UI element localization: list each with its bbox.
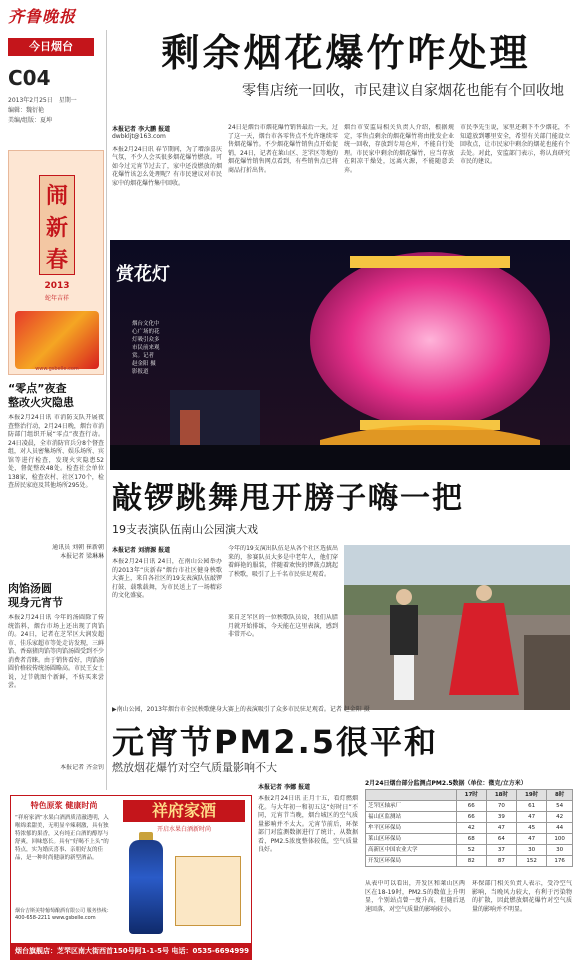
table-row: [366, 812, 573, 823]
festival-sub: 蛇年吉祥: [44, 295, 69, 302]
pm-table-block: [365, 778, 573, 867]
pm-table-header-row: [366, 790, 573, 801]
table-cell: 30: [547, 845, 573, 856]
pm-headline: 元宵节PM2.5很平和: [112, 723, 438, 761]
pm-paragraph: 本报2月24日讯 正月十五，看灯燃烟花。与大年初一和初五这“好时日”不同，元宵节当晚，烟台城区的空气质量影响并不太大。元宵节前后，环保部门对监测数据进行了统计，从数据看，PM2.5浓度整体较低，空气质量良好。: [258, 795, 358, 853]
table-row: [366, 834, 573, 845]
table-cell: 莱山区环保局: [366, 834, 457, 845]
pm-col-1: [258, 782, 358, 965]
pm-byline: 本报记者 李娜 报道: [258, 784, 311, 791]
table-cell: 61: [517, 801, 547, 812]
gift-box-icon: [175, 856, 241, 926]
issue-date: 2013年2月25日 星期一: [8, 97, 77, 104]
ad-dealer: 烟台吉斯美特葡萄酿酒有限公司 服务热线：400-658-2211 www.gsbelle.com: [15, 908, 112, 921]
designer-credit: 美编/组版：夏坤: [8, 117, 53, 124]
table-cell: 87: [486, 856, 516, 867]
pm-table-header: 17时: [456, 790, 486, 801]
side-story-byline: 通讯员 刘朝 崔新朝 本报记者 梁琳琳: [52, 544, 104, 560]
dance-col-1: [112, 545, 222, 678]
lantern-photo: [110, 240, 570, 470]
table-cell: 54: [547, 801, 573, 812]
dance-subheadline: 19支表演队伍南山公园演大戏: [112, 523, 258, 536]
table-cell: 66: [456, 801, 486, 812]
table-cell: 45: [517, 823, 547, 834]
page-meta: [8, 96, 104, 126]
table-cell: 47: [517, 812, 547, 823]
table-row: [366, 856, 573, 867]
festival-char-2: 新: [45, 215, 68, 241]
ad-text-block: [15, 800, 113, 862]
pm-table-header: 18时: [486, 790, 516, 801]
table-cell: 152: [517, 856, 547, 867]
ad-slogan: 开启水果白酒新时尚: [156, 826, 211, 833]
main-paragraph: 24日是烟台市烟花爆竹销售最后一天，过了这一天，烟台市各零售点不允许继续零售烟花爆竹。不少烟花爆竹销售点开始促销，24日，记者在莱山区、芝罘区等地的烟花爆竹销售网点看到，有些销售点已将商品打折出售。: [228, 124, 338, 174]
main-headline: 剩余烟花爆竹咋处理: [161, 31, 531, 75]
festival-artwork: [15, 311, 99, 369]
dance-photo: [344, 545, 570, 710]
dance-paragraph: 今年的19支演出队伍是从各个社区选拔出来的，参赛队员大多是中老年人，他们穿着鲜艳的服装，伴随着欢快的锣鼓点跳起了秧歌，吸引了上千名市民驻足观看。: [228, 545, 338, 578]
main-paragraph: 烟台市安监局相关负责人介绍，根据规定，零售点剩余的烟花爆竹将由批发企业统一回收，存放到专用仓库，不能自行处理。市民家中剩余的烟花爆竹，应当存放在阴凉干燥处，远离火源，不能随意丢弃。: [344, 124, 454, 174]
table-cell: 高新区中国农业大学: [366, 845, 457, 856]
ad-tagline: 特色原浆 健康时尚: [30, 801, 98, 810]
table-cell: 37: [486, 845, 516, 856]
side-story-byline: 本报记者 齐金钊: [60, 764, 104, 771]
table-cell: 64: [486, 834, 516, 845]
pm-paragraph: 环保部门相关负责人表示，受冷空气影响，当晚风力较大，有利于污染物的扩散，因此燃放烟花爆竹对空气质量的影响并不明显。: [472, 880, 572, 913]
section-tag: 今日烟台: [8, 38, 94, 56]
ad-brand: 祥府家酒: [123, 800, 245, 822]
ad-address-bar: 烟台旗舰店：芝罘区南大街西首150号阿1-1-5号 电话：0535-6694999: [11, 943, 252, 959]
table-cell: 66: [456, 812, 486, 823]
page-number: C04: [8, 66, 51, 90]
table-cell: 176: [547, 856, 573, 867]
column-divider: [106, 30, 107, 790]
table-row: [366, 823, 573, 834]
newspaper-logo: 齐鲁晚报: [8, 7, 77, 26]
table-cell: 42: [456, 823, 486, 834]
main-subheadline: 零售店统一回收，市民建议自家烟花也能有个回收地: [242, 83, 564, 99]
lantern-title: 赏花灯: [116, 264, 170, 285]
table-cell: 100: [547, 834, 573, 845]
dance-headline: 敲锣跳舞甩开膀子嗨一把: [112, 481, 464, 516]
table-cell: 牟平区环保局: [366, 823, 457, 834]
table-cell: 47: [486, 823, 516, 834]
dance-illustration: [344, 545, 570, 710]
table-cell: 52: [456, 845, 486, 856]
festival-year: 2013: [44, 281, 70, 291]
table-cell: 68: [456, 834, 486, 845]
dance-paragraph: 本报2月24日讯 24日，在南山公园举办的2013年“庆新春”烟台市社区健身秧歌大赛上，来自各社区的19支表演队伍敲锣打鼓、载歌载舞，为市民送上了一场精彩的文化盛宴。: [112, 558, 222, 599]
table-cell: 30: [517, 845, 547, 856]
table-cell: 福山区监测站: [366, 812, 457, 823]
table-cell: 39: [486, 812, 516, 823]
editor-credit: 编辑：魏衍艳: [8, 107, 45, 114]
pm-table-header: [366, 790, 457, 801]
pm-table-header: 8时: [547, 790, 573, 801]
pm-table-header: 19时: [517, 790, 547, 801]
side-story-title: “零点”夜查 整改火灾隐患: [8, 382, 74, 409]
table-cell: 芝罘区轴承厂: [366, 801, 457, 812]
pm-table: [365, 789, 573, 867]
side-story-fire: [8, 382, 104, 561]
side-story-body: 本报2月24日讯 今年的汤圆除了传统馅料，烟台市场上还出现了肉馅的。24日，记者在芝罘区大润发超市、佳乐家超市等处走访发现，三鲜馅、香菇猪肉馅等肉馅汤圆受到不少消费者青睐。由于销售看好，肉馅汤圆价格较传统汤圆略高。市民王女士说，过节就图个新鲜，不妨买来尝尝。: [8, 614, 104, 689]
side-story-title: 肉馅汤圆 现身元宵节: [8, 582, 63, 609]
table-cell: 70: [486, 801, 516, 812]
table-row: [366, 801, 573, 812]
pm-subheadline: 燃放烟花爆竹对空气质量影响不大: [112, 761, 277, 774]
pm-paragraph: 从表中可以看出，开发区和莱山区两区在18-19时，PM2.5的数值上升明显，个别站点曾一度升高，但随后迅速回落，对空气质量的影响较小。: [365, 880, 465, 913]
dance-caption: ▶南山公园，2013年烟台市全民秧歌健身大赛上的表演吸引了众多市民驻足观看。记者 赵金阳 摄: [112, 706, 370, 713]
main-email: dwbkljt@163.com: [112, 133, 166, 140]
pm-table-title: 2月24日烟台部分监测点PM2.5数据（单位：微克/立方米）: [365, 780, 527, 787]
table-cell: 42: [547, 812, 573, 823]
table-cell: 82: [456, 856, 486, 867]
main-byline: 本报记者 李大鹏 报道: [112, 126, 171, 133]
side-story-body: 本报2月24日讯 市消防支队开展夜查整治行动，2月24日晚，烟台市消防部门组织开展“零点”夜查行动。24日凌晨，全市消防官兵分8个督查组，对人员密集场所、娱乐场所、宾馆等进行检查，发现火灾隐患52处，督促整改48处。检查社会单位138家，检查农村、社区170个，检查居民家庭及其他场所295处。: [8, 414, 104, 489]
dance-byline: 本报记者 刘清源 报道: [112, 547, 171, 554]
main-paragraph: 市民李先生说，家里还剩下不少烟花，不知道放到哪里安全，希望有关部门能设立回收点，让市民家中剩余的烟花也能有个去处。对此，安监部门表示，将认真研究市民的建议。: [460, 124, 570, 165]
festival-ad: [8, 150, 104, 375]
table-cell: 开发区环保局: [366, 856, 457, 867]
masthead: [8, 4, 108, 26]
main-story-col-1: [112, 124, 222, 230]
dance-paragraph: 来自芝罘区的一位秧歌队员说，我们从腊月就开始排练，今天能在这里表演，感到非常开心。: [228, 614, 338, 638]
festival-char-1: 闹: [45, 183, 68, 209]
side-story-dumpling: [8, 582, 104, 773]
lantern-illustration: [110, 240, 570, 470]
lantern-caption: 烟台文化中心广场的花灯吸引众多市民前来观赏。记者 赵金阳 摄影报道: [132, 321, 160, 375]
festival-char-3: 春: [45, 247, 68, 273]
ad-body: “祥府家酒”水果白酒酒质清澈透明，入喉绵柔甜美，无明显辛辣刺激，具有独特浓郁的果香，又有纯正白酒的醇厚与舒爽，回味悠长。具有“好喝不上头”的特点，实为婚庆喜事、亲朋好友的佳品，是一种时尚健康的新型酒品。: [15, 815, 109, 861]
main-paragraph: 本报2月24日讯 春节期间，为了增添喜庆气氛，不少人会买很多烟花爆竹燃放。可如今过元宵节过去了，家中还没燃放的烟花爆竹该怎么处理呢？有市民建议对市民家中的烟花爆竹集中回收。: [112, 145, 222, 187]
table-cell: 47: [517, 834, 547, 845]
liquor-ad[interactable]: [10, 795, 252, 960]
liquor-bottle-icon: [129, 840, 163, 934]
festival-website: www.gsbelle.com: [35, 366, 79, 372]
table-cell: 44: [547, 823, 573, 834]
table-row: [366, 845, 573, 856]
